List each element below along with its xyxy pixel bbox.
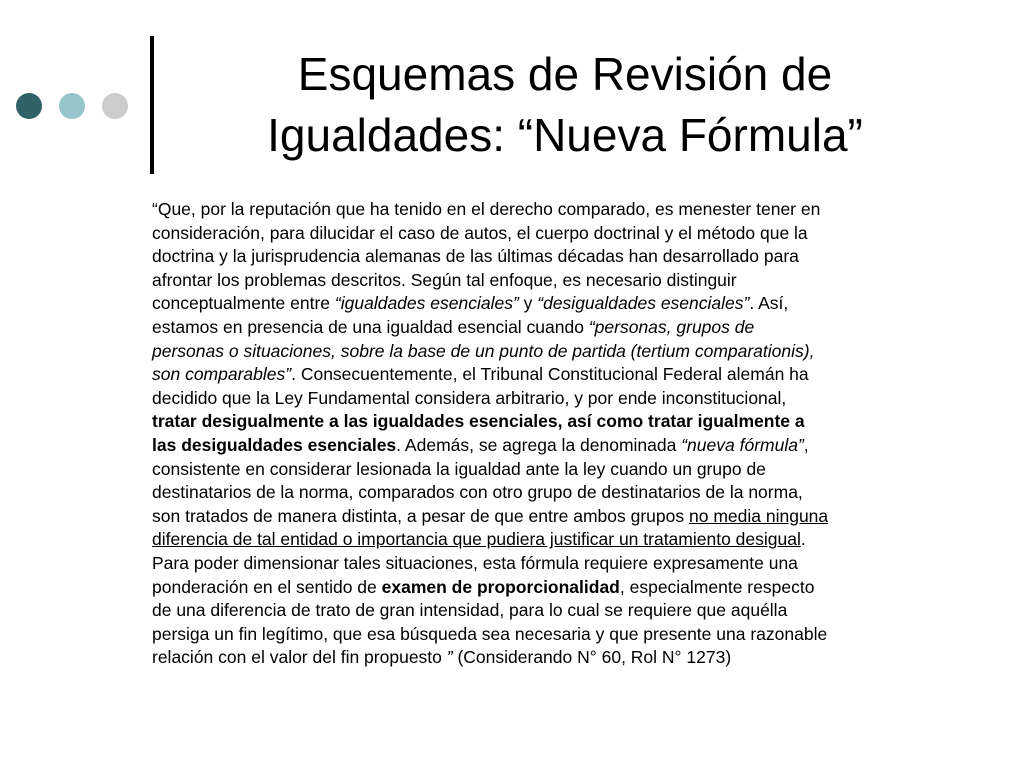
body-line: Para poder dimensionar tales situaciones, esta fórmula requiere expresamente una	[152, 552, 798, 573]
underlined-phrase: no media ninguna	[689, 505, 829, 526]
body-line	[152, 576, 942, 600]
body-line	[152, 434, 942, 458]
title-divider-line	[150, 36, 154, 174]
body-text: ,	[803, 434, 809, 455]
italic-phrase: personas o situaciones, sobre la base de un punto de partida (tertium comparationis),	[152, 340, 815, 361]
body-line	[152, 646, 942, 670]
italic-phrase: “nueva fórmula”	[681, 434, 804, 455]
body-line: persiga un fin legítimo, que esa búsqueda sea necesaria y que presente una razonable	[152, 623, 828, 644]
body-text: son tratados de manera distinta, a pesar de que entre ambos grupos	[152, 505, 689, 526]
bold-phrase: las desigualdades esenciales	[152, 434, 397, 455]
slide-title-line-1: Esquemas de Revisión de	[297, 48, 833, 100]
body-text: conceptualmente entre	[152, 293, 335, 314]
body-line	[152, 292, 942, 316]
slide-title-line-2: Igualdades: “Nueva Fórmula”	[267, 109, 863, 161]
body-line	[152, 528, 942, 552]
body-line: “Que, por la reputación que ha tenido en el derecho comparado, es menester tener en	[152, 199, 821, 219]
quote-body	[152, 198, 942, 670]
slide-title	[165, 44, 965, 166]
italic-phrase: “igualdades esenciales”	[334, 293, 519, 314]
body-text: y	[518, 293, 538, 314]
dot-light-teal	[59, 93, 85, 119]
body-text: relación con el valor del fin propuesto	[152, 647, 447, 668]
body-text: ponderación en el sentido de	[152, 576, 382, 597]
decorative-dots	[16, 93, 145, 119]
underlined-phrase: diferencia de tal entidad o importancia que pudiera justificar un tratamiento desigual	[152, 529, 801, 550]
body-line: destinatarios de la norma, comparados con otro grupo de destinatarios de la norma,	[152, 482, 803, 503]
body-text: . Además, se agrega la denominada	[396, 434, 682, 455]
italic-phrase: son comparables”	[152, 364, 292, 385]
italic-phrase: “desigualdades esenciales”	[537, 293, 750, 314]
bold-phrase: examen de proporcionalidad	[381, 576, 620, 597]
body-text: . Así,	[749, 293, 789, 314]
body-line: de una diferencia de trato de gran intensidad, para lo cual se requiere que aquélla	[152, 600, 788, 621]
bold-phrase: tratar desigualmente a las igualdades esenciales, así como tratar igualmente a	[152, 411, 805, 432]
body-text: , especialmente respecto	[619, 576, 815, 597]
body-text: estamos en presencia de una igualdad esencial cuando	[152, 316, 589, 337]
dot-dark-teal	[16, 93, 42, 119]
dot-light-gray	[102, 93, 128, 119]
body-line	[152, 363, 942, 387]
body-text: (Considerando N° 60, Rol N° 1273)	[452, 647, 732, 668]
body-line: decidido que la Ley Fundamental considera arbitrario, y por ende inconstitucional,	[152, 387, 787, 408]
body-line	[152, 340, 942, 364]
body-text: . Consecuentemente, el Tribunal Constitucional Federal alemán ha	[291, 364, 809, 385]
body-line	[152, 505, 942, 529]
body-line: afrontar los problemas descritos. Según tal enfoque, es necesario distinguir	[152, 269, 737, 290]
body-line: doctrina y la jurisprudencia alemanas de las últimas décadas han desarrollado para	[152, 246, 799, 267]
body-text: .	[800, 529, 806, 550]
italic-phrase: ”	[446, 647, 453, 668]
body-line	[152, 410, 942, 434]
body-line: consideración, para dilucidar el caso de autos, el cuerpo doctrinal y el método que la	[152, 222, 808, 243]
body-line	[152, 316, 942, 340]
italic-phrase: “personas, grupos de	[588, 316, 755, 337]
body-line: consistente en considerar lesionada la igualdad ante la ley cuando un grupo de	[152, 458, 766, 479]
